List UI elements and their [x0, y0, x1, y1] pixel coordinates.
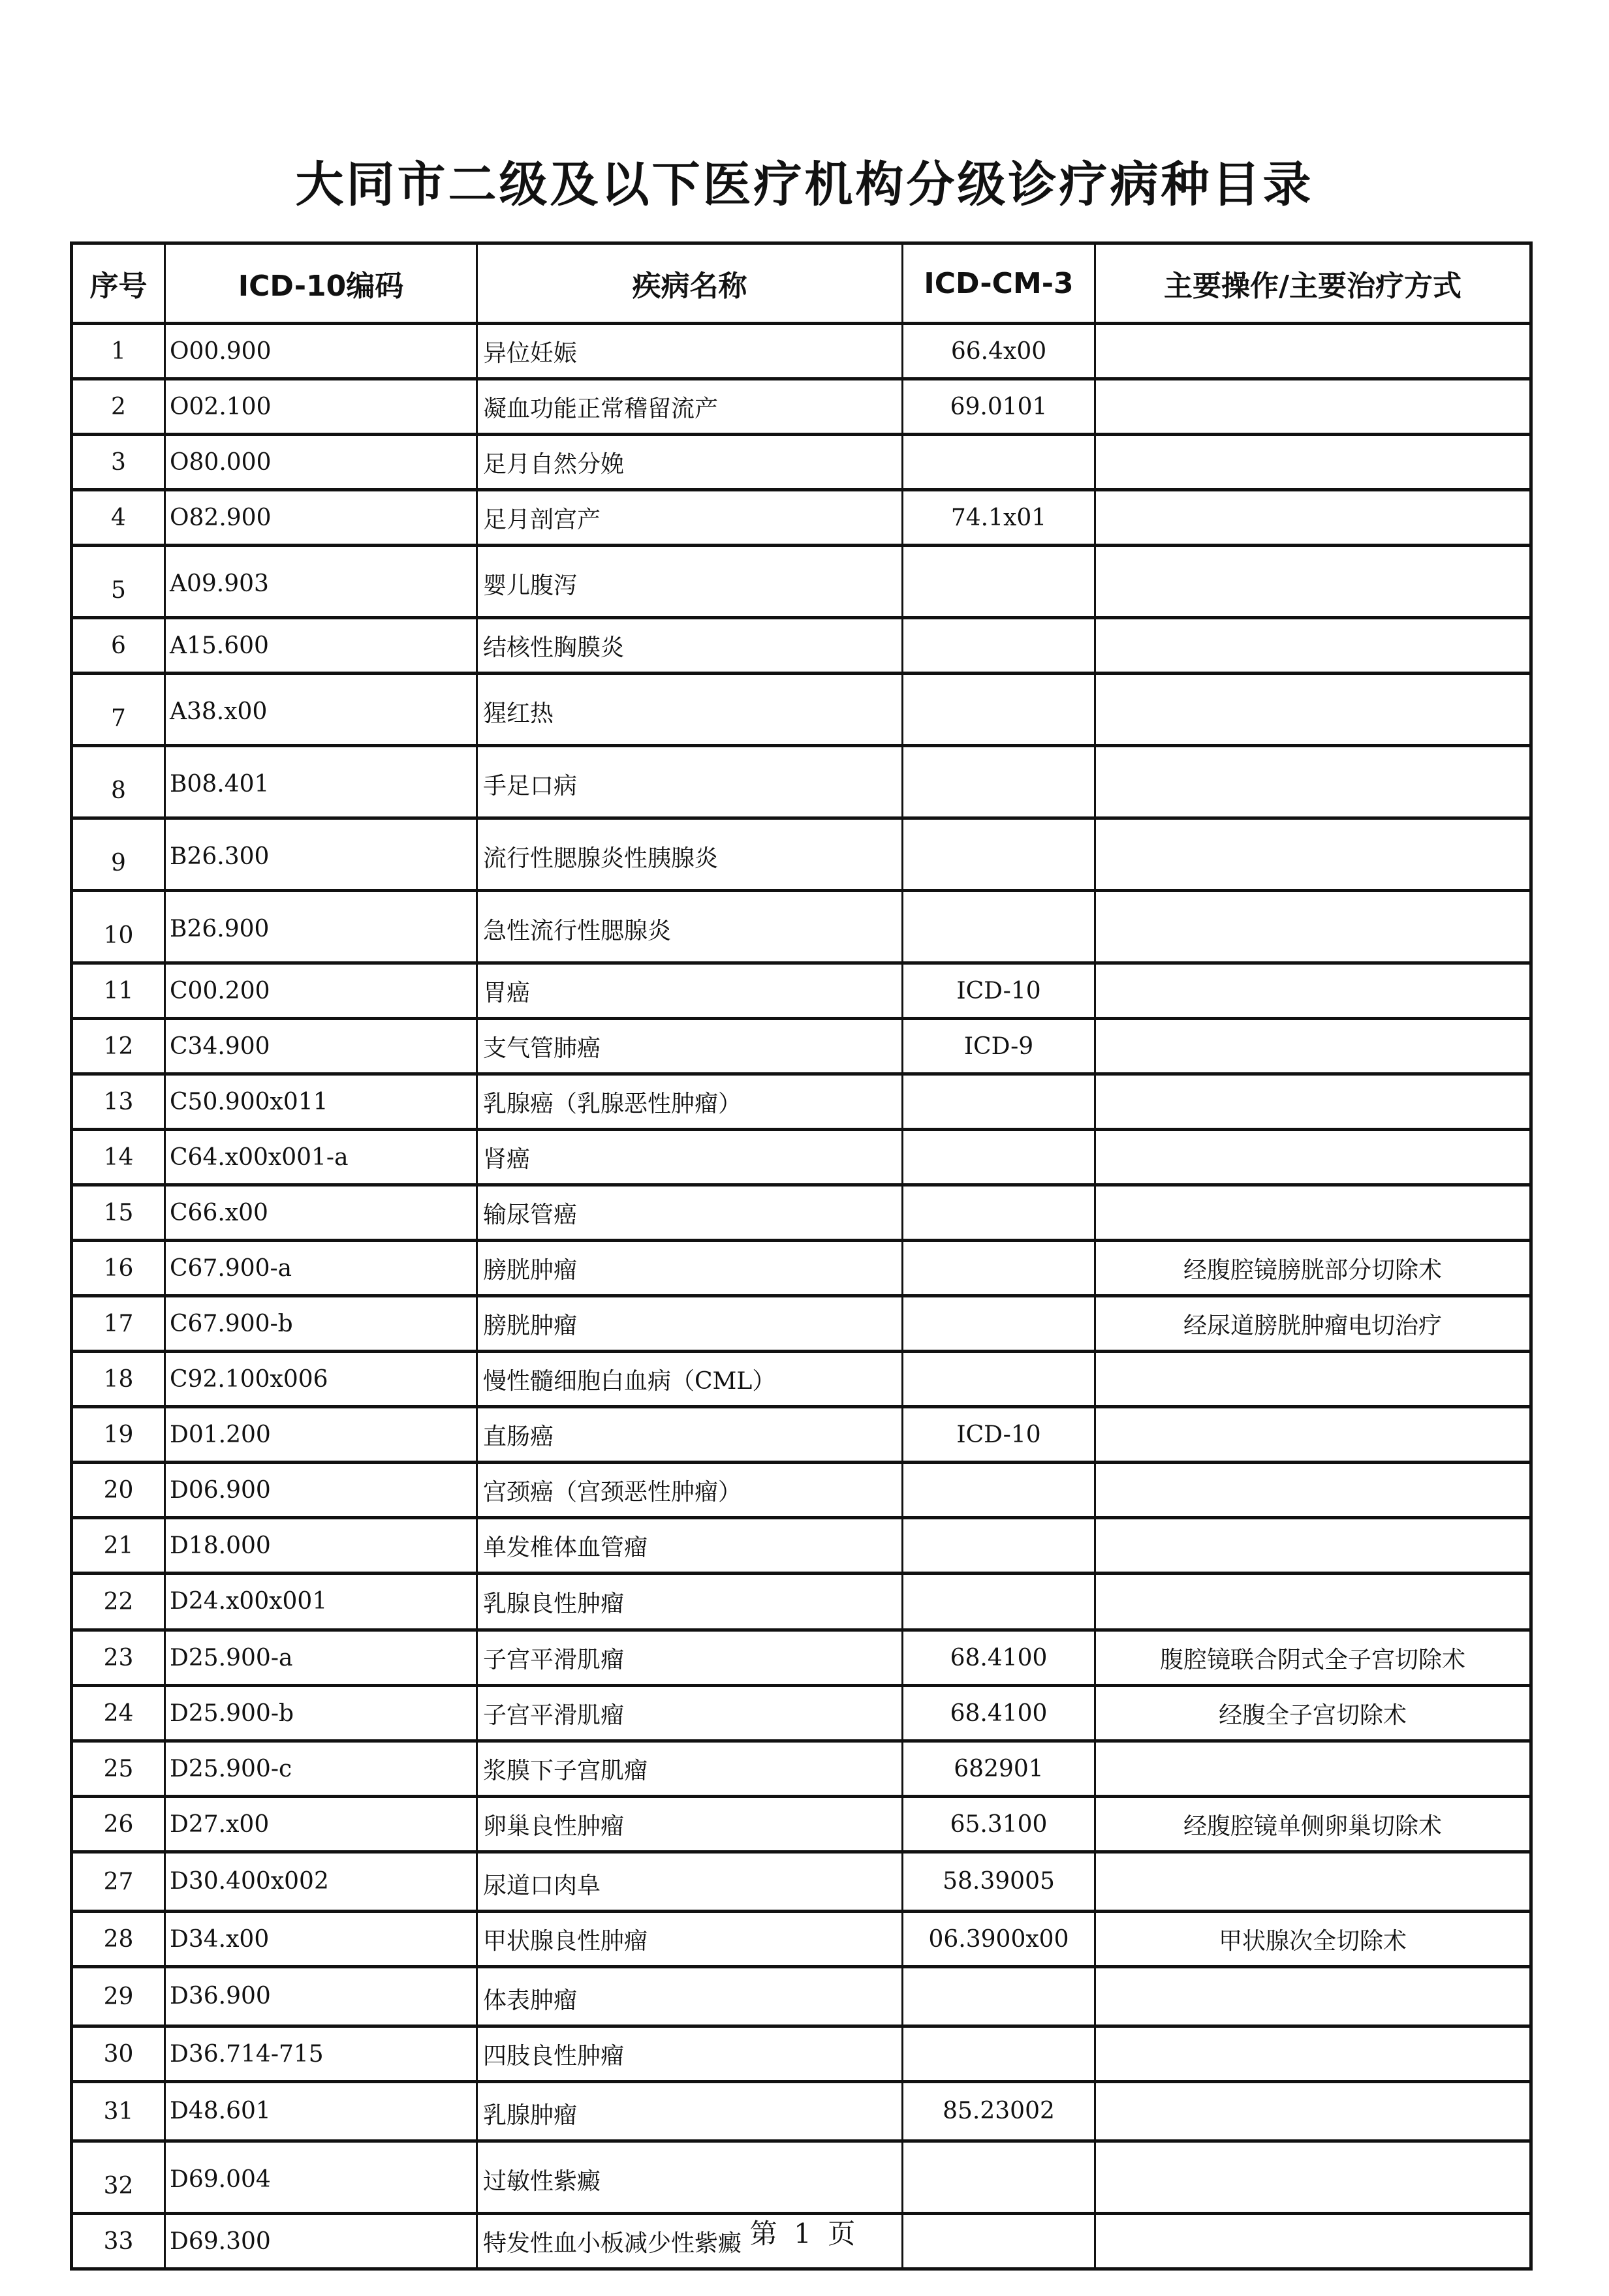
header-icd-cm3: ICD-CM-3	[903, 243, 1095, 324]
icd10-code-cell: A09.903	[165, 546, 477, 618]
disease-name-cell: 宫颈癌（宫颈恶性肿瘤）	[477, 1463, 903, 1518]
icd-cm3-cell	[903, 546, 1095, 618]
icd-cm3-cell: 69.0101	[903, 379, 1095, 435]
seq-cell: 25	[72, 1741, 165, 1797]
table-row	[72, 2026, 1531, 2082]
table-row	[72, 379, 1531, 435]
seq-cell: 20	[72, 1463, 165, 1518]
icd10-code-cell: C66.x00	[165, 1185, 477, 1241]
icd-cm3-cell	[903, 1296, 1095, 1352]
operation-cell	[1095, 1074, 1531, 1130]
operation-cell	[1095, 490, 1531, 546]
icd10-code-cell: D24.x00x001	[165, 1574, 477, 1630]
disease-name-cell: 乳腺肿瘤	[477, 2082, 903, 2141]
seq-cell: 26	[72, 1797, 165, 1852]
icd-cm3-cell: 74.1x01	[903, 490, 1095, 546]
operation-cell: 甲状腺次全切除术	[1095, 1912, 1531, 1967]
header-seq: 序号	[72, 243, 165, 324]
seq-cell: 5	[72, 546, 165, 618]
operation-cell	[1095, 1185, 1531, 1241]
disease-name-cell: 异位妊娠	[477, 324, 903, 379]
operation-cell	[1095, 546, 1531, 618]
seq-cell: 18	[72, 1352, 165, 1407]
icd10-code-cell: D36.900	[165, 1967, 477, 2026]
table-row	[72, 324, 1531, 379]
disease-name-cell: 子宫平滑肌瘤	[477, 1630, 903, 1686]
table-row	[72, 1019, 1531, 1074]
disease-name-cell: 手足口病	[477, 746, 903, 818]
disease-name-cell: 膀胱肿瘤	[477, 1241, 903, 1296]
icd10-code-cell: C67.900-b	[165, 1296, 477, 1352]
operation-cell	[1095, 324, 1531, 379]
icd10-code-cell: C64.x00x001-a	[165, 1130, 477, 1185]
disease-name-cell: 膀胱肿瘤	[477, 1296, 903, 1352]
seq-cell: 3	[72, 435, 165, 490]
icd-cm3-cell: ICD-10	[903, 1407, 1095, 1463]
seq-cell: 13	[72, 1074, 165, 1130]
table-row	[72, 818, 1531, 891]
disease-name-cell: 支气管肺癌	[477, 1019, 903, 1074]
disease-name-cell: 肾癌	[477, 1130, 903, 1185]
table-row	[72, 1463, 1531, 1518]
seq-cell: 9	[72, 818, 165, 891]
icd10-code-cell: C67.900-a	[165, 1241, 477, 1296]
header-disease: 疾病名称	[477, 243, 903, 324]
operation-cell: 经腹全子宫切除术	[1095, 1686, 1531, 1741]
table-row	[72, 1630, 1531, 1686]
table-row	[72, 746, 1531, 818]
table-row	[72, 435, 1531, 490]
table-row	[72, 1574, 1531, 1630]
icd-cm3-cell	[903, 674, 1095, 746]
disease-name-cell: 急性流行性腮腺炎	[477, 891, 903, 963]
icd10-code-cell: C50.900x011	[165, 1074, 477, 1130]
disease-name-cell: 输尿管癌	[477, 1185, 903, 1241]
disease-name-cell: 特发性血小板减少性紫癜	[477, 2214, 903, 2269]
icd-cm3-cell	[903, 435, 1095, 490]
operation-cell	[1095, 746, 1531, 818]
operation-cell	[1095, 891, 1531, 963]
seq-cell: 27	[72, 1852, 165, 1912]
icd10-code-cell: D01.200	[165, 1407, 477, 1463]
table-row	[72, 2082, 1531, 2141]
icd-cm3-cell	[903, 2141, 1095, 2214]
table-row	[72, 1852, 1531, 1912]
seq-cell: 12	[72, 1019, 165, 1074]
operation-cell	[1095, 1407, 1531, 1463]
operation-cell	[1095, 1852, 1531, 1912]
table-row	[72, 1296, 1531, 1352]
operation-cell	[1095, 1518, 1531, 1574]
icd-cm3-cell: 85.23002	[903, 2082, 1095, 2141]
operation-cell: 经尿道膀胱肿瘤电切治疗	[1095, 1296, 1531, 1352]
operation-cell	[1095, 1130, 1531, 1185]
table-row	[72, 546, 1531, 618]
icd-cm3-cell	[903, 746, 1095, 818]
icd-cm3-cell	[903, 618, 1095, 674]
table-row	[72, 1967, 1531, 2026]
operation-cell	[1095, 1967, 1531, 2026]
icd-cm3-cell	[903, 1463, 1095, 1518]
seq-cell: 29	[72, 1967, 165, 2026]
seq-cell: 28	[72, 1912, 165, 1967]
operation-cell	[1095, 1019, 1531, 1074]
icd10-code-cell: D06.900	[165, 1463, 477, 1518]
icd10-code-cell: C34.900	[165, 1019, 477, 1074]
table-row	[72, 1074, 1531, 1130]
icd10-code-cell: D25.900-c	[165, 1741, 477, 1797]
seq-cell: 10	[72, 891, 165, 963]
disease-name-cell: 尿道口肉阜	[477, 1852, 903, 1912]
icd-cm3-cell: ICD-9	[903, 1019, 1095, 1074]
header-icd10: ICD-10编码	[165, 243, 477, 324]
icd10-code-cell: C00.200	[165, 963, 477, 1019]
table-header-row	[72, 243, 1531, 324]
icd10-code-cell: C92.100x006	[165, 1352, 477, 1407]
icd10-code-cell: D48.601	[165, 2082, 477, 2141]
seq-cell: 6	[72, 618, 165, 674]
seq-cell: 19	[72, 1407, 165, 1463]
icd-cm3-cell	[903, 818, 1095, 891]
operation-cell	[1095, 435, 1531, 490]
operation-cell	[1095, 2026, 1531, 2082]
table-row	[72, 674, 1531, 746]
disease-catalog-table	[70, 241, 1533, 2271]
document-title: 大同市二级及以下医疗机构分级诊疗病种目录	[295, 157, 1314, 213]
disease-name-cell: 过敏性紫癜	[477, 2141, 903, 2214]
icd10-code-cell: D30.400x002	[165, 1852, 477, 1912]
icd-cm3-cell	[903, 1518, 1095, 1574]
icd10-code-cell: B26.300	[165, 818, 477, 891]
icd10-code-cell: A38.x00	[165, 674, 477, 746]
table-row	[72, 490, 1531, 546]
icd-cm3-cell	[903, 891, 1095, 963]
seq-cell: 2	[72, 379, 165, 435]
table-row	[72, 1185, 1531, 1241]
disease-name-cell: 流行性腮腺炎性胰腺炎	[477, 818, 903, 891]
icd-cm3-cell	[903, 1185, 1095, 1241]
operation-cell	[1095, 1352, 1531, 1407]
operation-cell	[1095, 674, 1531, 746]
seq-cell: 32	[72, 2141, 165, 2214]
table-row	[72, 1407, 1531, 1463]
disease-name-cell: 结核性胸膜炎	[477, 618, 903, 674]
disease-name-cell: 直肠癌	[477, 1407, 903, 1463]
operation-cell: 经腹腔镜单侧卵巢切除术	[1095, 1797, 1531, 1852]
disease-name-cell: 单发椎体血管瘤	[477, 1518, 903, 1574]
icd10-code-cell: A15.600	[165, 618, 477, 674]
seq-cell: 17	[72, 1296, 165, 1352]
table-row	[72, 1797, 1531, 1852]
icd10-code-cell: O00.900	[165, 324, 477, 379]
icd10-code-cell: D27.x00	[165, 1797, 477, 1852]
icd10-code-cell: O02.100	[165, 379, 477, 435]
icd10-code-cell: D18.000	[165, 1518, 477, 1574]
icd10-code-cell: D69.004	[165, 2141, 477, 2214]
disease-name-cell: 体表肿瘤	[477, 1967, 903, 2026]
disease-name-cell: 卵巢良性肿瘤	[477, 1797, 903, 1852]
icd-cm3-cell	[903, 1241, 1095, 1296]
icd10-code-cell: D36.714-715	[165, 2026, 477, 2082]
disease-name-cell: 浆膜下子宫肌瘤	[477, 1741, 903, 1797]
icd10-code-cell: O82.900	[165, 490, 477, 546]
icd-cm3-cell: 682901	[903, 1741, 1095, 1797]
disease-name-cell: 甲状腺良性肿瘤	[477, 1912, 903, 1967]
operation-cell	[1095, 1463, 1531, 1518]
table-row	[72, 2141, 1531, 2214]
icd-cm3-cell: 66.4x00	[903, 324, 1095, 379]
disease-name-cell: 乳腺良性肿瘤	[477, 1574, 903, 1630]
disease-name-cell: 胃癌	[477, 963, 903, 1019]
icd-cm3-cell: 68.4100	[903, 1630, 1095, 1686]
table-row	[72, 891, 1531, 963]
icd-cm3-cell: 68.4100	[903, 1686, 1095, 1741]
icd10-code-cell: D25.900-a	[165, 1630, 477, 1686]
operation-cell	[1095, 1741, 1531, 1797]
operation-cell	[1095, 2082, 1531, 2141]
icd-cm3-cell: 65.3100	[903, 1797, 1095, 1852]
operation-cell	[1095, 618, 1531, 674]
table-row	[72, 1352, 1531, 1407]
seq-cell: 31	[72, 2082, 165, 2141]
icd-cm3-cell	[903, 1352, 1095, 1407]
icd-cm3-cell: ICD-10	[903, 963, 1095, 1019]
icd10-code-cell: O80.000	[165, 435, 477, 490]
icd-cm3-cell	[903, 2026, 1095, 2082]
page-number: 第 1 页	[749, 2218, 860, 2250]
operation-cell: 经腹腔镜膀胱部分切除术	[1095, 1241, 1531, 1296]
seq-cell: 21	[72, 1518, 165, 1574]
seq-cell: 7	[72, 674, 165, 746]
icd-cm3-cell	[903, 1130, 1095, 1185]
operation-cell	[1095, 2141, 1531, 2214]
operation-cell: 腹腔镜联合阴式全子宫切除术	[1095, 1630, 1531, 1686]
operation-cell	[1095, 963, 1531, 1019]
seq-cell: 11	[72, 963, 165, 1019]
disease-name-cell: 四肢良性肿瘤	[477, 2026, 903, 2082]
operation-cell	[1095, 818, 1531, 891]
seq-cell: 16	[72, 1241, 165, 1296]
table-row	[72, 963, 1531, 1019]
operation-cell	[1095, 1574, 1531, 1630]
icd10-code-cell: D25.900-b	[165, 1686, 477, 1741]
disease-name-cell: 凝血功能正常稽留流产	[477, 379, 903, 435]
table-row	[72, 1912, 1531, 1967]
icd10-code-cell: B08.401	[165, 746, 477, 818]
seq-cell: 22	[72, 1574, 165, 1630]
disease-name-cell: 婴儿腹泻	[477, 546, 903, 618]
seq-cell: 15	[72, 1185, 165, 1241]
icd10-code-cell: D69.300	[165, 2214, 477, 2269]
icd-cm3-cell: 58.39005	[903, 1852, 1095, 1912]
icd-cm3-cell: 06.3900x00	[903, 1912, 1095, 1967]
header-operation: 主要操作/主要治疗方式	[1095, 243, 1531, 324]
icd-cm3-cell	[903, 1574, 1095, 1630]
seq-cell: 30	[72, 2026, 165, 2082]
seq-cell: 23	[72, 1630, 165, 1686]
disease-name-cell: 足月自然分娩	[477, 435, 903, 490]
disease-name-cell: 乳腺癌（乳腺恶性肿瘤）	[477, 1074, 903, 1130]
seq-cell: 8	[72, 746, 165, 818]
disease-name-cell: 子宫平滑肌瘤	[477, 1686, 903, 1741]
disease-name-cell: 足月剖宫产	[477, 490, 903, 546]
table-row	[72, 1130, 1531, 1185]
operation-cell	[1095, 379, 1531, 435]
table-row	[72, 1241, 1531, 1296]
seq-cell: 14	[72, 1130, 165, 1185]
table-row	[72, 1686, 1531, 1741]
seq-cell: 4	[72, 490, 165, 546]
disease-name-cell: 猩红热	[477, 674, 903, 746]
seq-cell: 1	[72, 324, 165, 379]
table-row	[72, 618, 1531, 674]
seq-cell: 24	[72, 1686, 165, 1741]
icd-cm3-cell	[903, 1074, 1095, 1130]
icd10-code-cell: B26.900	[165, 891, 477, 963]
table-row	[72, 1518, 1531, 1574]
disease-name-cell: 慢性髓细胞白血病（CML）	[477, 1352, 903, 1407]
table-row	[72, 1741, 1531, 1797]
icd10-code-cell: D34.x00	[165, 1912, 477, 1967]
seq-cell: 33	[72, 2214, 165, 2269]
icd-cm3-cell	[903, 1967, 1095, 2026]
